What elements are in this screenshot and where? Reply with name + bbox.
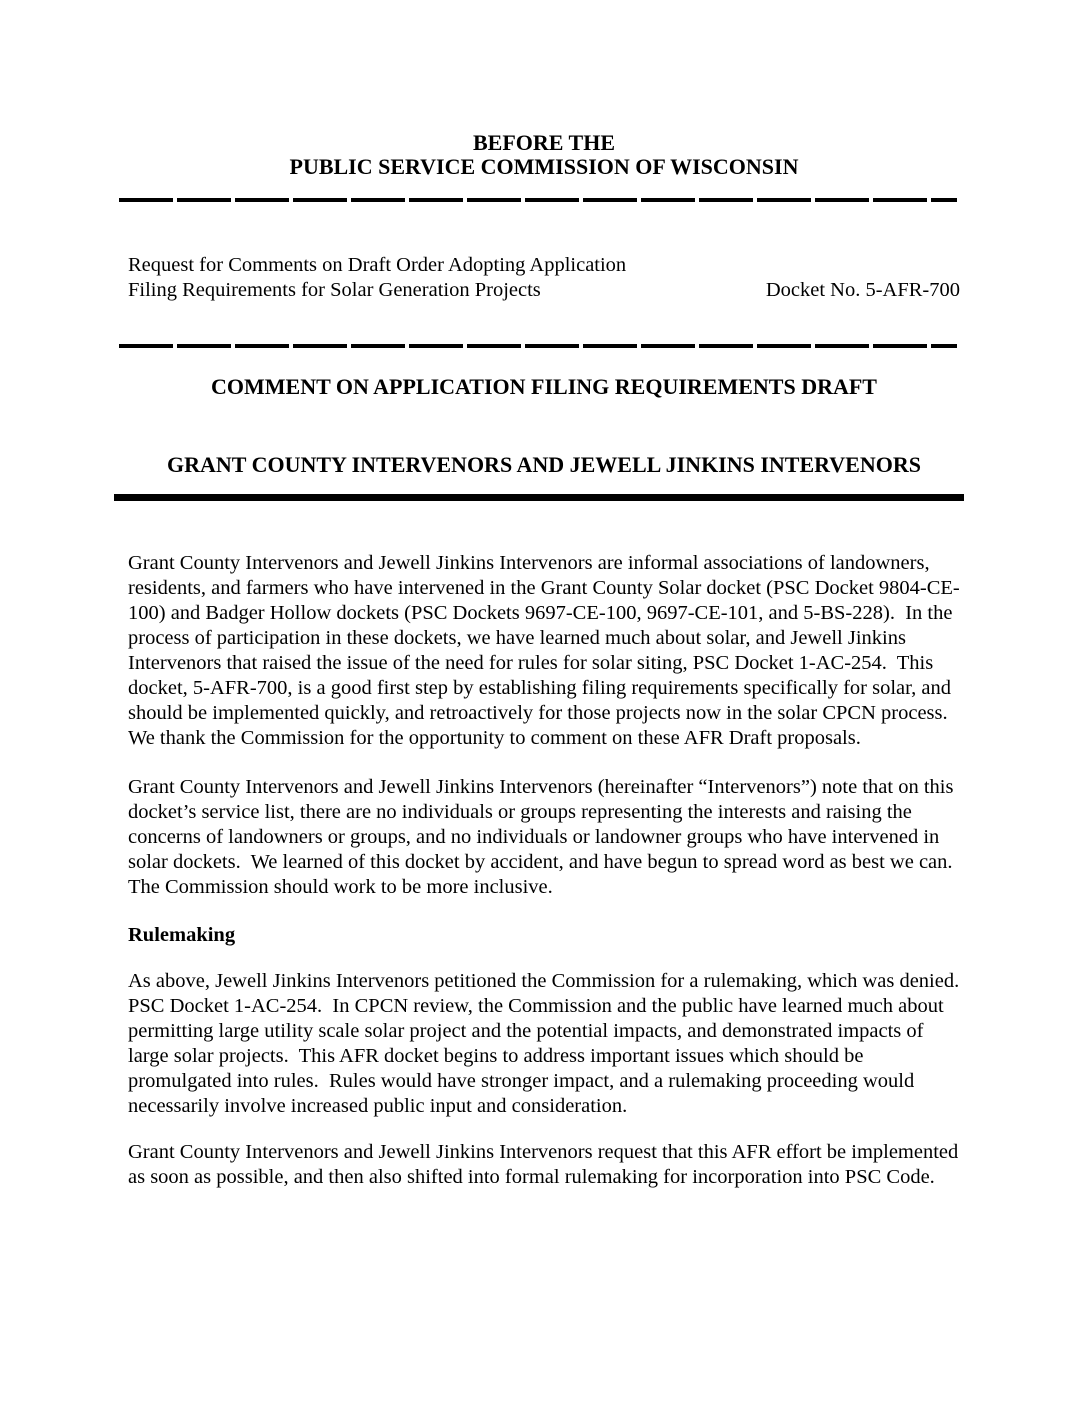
section-heading-rulemaking: Rulemaking (128, 924, 236, 946)
paragraph-introduction: Grant County Intervenors and Jewell Jinkins Intervenors are informal associations of landowners, residents, and farmers who have intervened in the Grant County Solar docket (PSC Docket 9804-CE-100) and Badger Hollow dockets (PSC Dockets 9697-CE-100, 9697-CE-101, and 5-BS-228). In the process of participation in these dockets, we have learned much about solar, and Jewell Jinkins Intervenors that raised the issue of the need for rules for solar siting, PSC Docket 1-AC-254. This docket, 5-AFR-700, is a good first step by establishing filing requirements specifically for solar, and should be implemented quickly, and retroactively for those projects now in the solar CPCN process. We thank the Commission for the opportunity to comment on these AFR Draft proposals. (128, 552, 960, 749)
docket-number: Docket No. 5-AFR-700 (765, 279, 960, 301)
horizontal-rule-middle (119, 344, 957, 348)
parties-title: GRANT COUNTY INTERVENORS AND JEWELL JINKINS INTERVENORS (167, 452, 921, 477)
caption-line-1: Request for Comments on Draft Order Adopting Application (128, 254, 627, 276)
court-header (128, 131, 960, 179)
paragraph-rulemaking-detail: As above, Jewell Jinkins Intervenors petitioned the Commission for a rulemaking, which was denied. PSC Docket 1-AC-254. In CPCN review, the Commission and the public have learned much about permitting large utility scale solar project and the potential impacts, and demonstrated impacts of large solar projects. This AFR docket begins to address important issues which should be promulgated into rules. Rules would have stronger impact, and a rulemaking proceeding would necessarily involve increased public input and consideration. (128, 970, 965, 1117)
horizontal-rule-top (119, 198, 957, 202)
paragraph-afr-request: Grant County Intervenors and Jewell Jinkins Intervenors request that this AFR effort be implemented as soon as possible, and then also shifted into formal rulemaking for incorporation into PSC Code. (128, 1141, 964, 1188)
case-caption (128, 253, 626, 303)
header-line-commission-name: PUBLIC SERVICE COMMISSION OF WISCONSIN (289, 154, 799, 179)
case-caption-block (128, 253, 960, 303)
document-title: COMMENT ON APPLICATION FILING REQUIREMENTS DRAFT (211, 374, 877, 399)
paragraph-service-list: Grant County Intervenors and Jewell Jinkins Intervenors (hereinafter “Intervenors”) note that on this docket’s service list, there are no individuals or groups representing the interests and raising the concerns of landowners or groups, and no individuals or landowner groups who have intervened in solar dockets. We learned of this docket by accident, and have begun to spread word as best we can. The Commission should work to be more inclusive. (128, 776, 963, 898)
header-line-before-the: BEFORE THE (472, 130, 616, 155)
horizontal-rule-thick (114, 494, 964, 501)
caption-line-2: Filing Requirements for Solar Generation Projects (128, 279, 541, 301)
